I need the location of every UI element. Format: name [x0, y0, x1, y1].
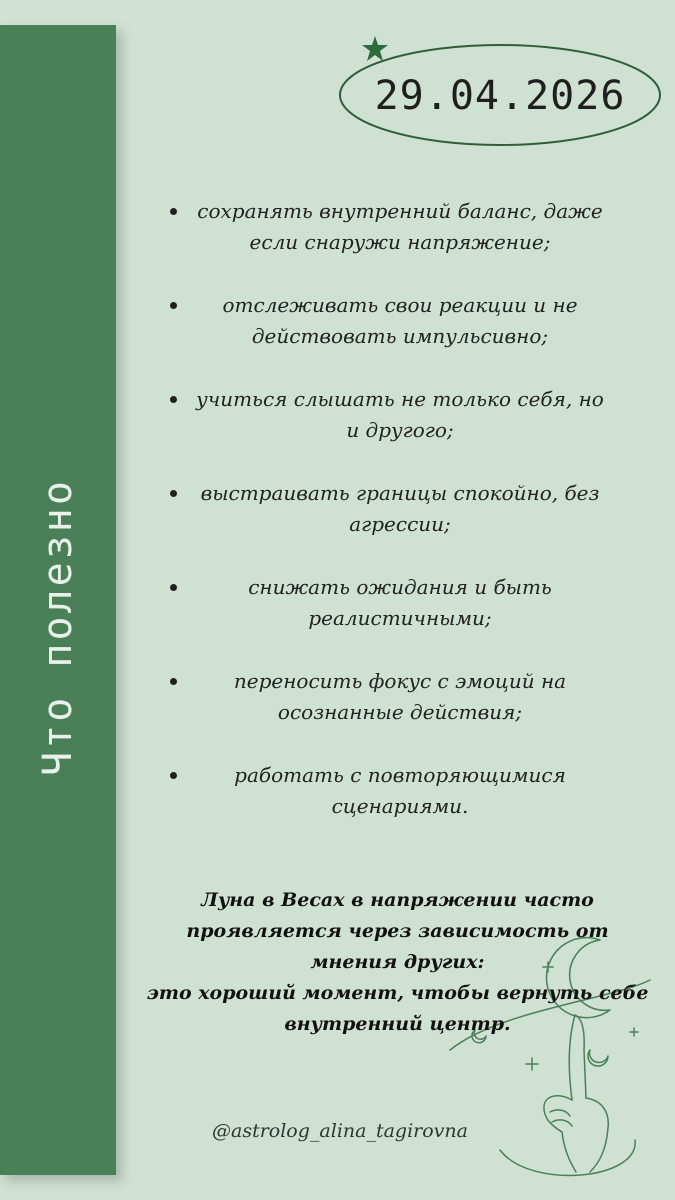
list-item-text: сохранять внутренний баланс, даже если снаружи напряжение;: [197, 199, 603, 254]
summary-line: это хороший момент, чтобы вернуть себе: [146, 982, 649, 1004]
bullet-icon: [170, 584, 177, 591]
list-item-text: выстраивать границы спокойно, без агрессии;: [200, 481, 600, 536]
bullet-icon: [170, 678, 177, 685]
summary-line: Луна в Весах в напряжении часто: [201, 889, 594, 911]
author-handle[interactable]: @astrolog_alina_tagirovna: [212, 1120, 468, 1142]
bullet-icon: [170, 772, 177, 779]
list-item-text: отслеживать свои реакции и не действовать импульсивно;: [222, 293, 578, 348]
list-item-text: переносить фокус с эмоций на осознанные действия;: [233, 669, 567, 724]
list-item: [160, 290, 630, 384]
bullet-icon: [170, 396, 177, 403]
list-item-text: работать с повторяющимися сценариями.: [234, 763, 566, 818]
bullet-icon: [170, 302, 177, 309]
list-item: [160, 572, 630, 666]
date-text: 29.04.2026: [374, 72, 626, 119]
summary-line: внутренний центр.: [284, 1013, 511, 1035]
summary-line: проявляется через зависимость от: [186, 920, 609, 942]
list-item: [160, 196, 630, 290]
bullet-icon: [170, 208, 177, 215]
summary-text: [140, 885, 655, 1040]
list-item-text: снижать ожидания и быть реалистичными;: [248, 575, 552, 630]
list-item: [160, 666, 630, 760]
sidebar-band: [0, 25, 116, 1175]
list-item: [160, 384, 630, 478]
list-item: [160, 760, 630, 854]
summary-line: мнения других:: [310, 951, 485, 973]
sidebar-title: Что полезно: [35, 478, 81, 776]
list-item-text: учиться слышать не только себя, но и другого;: [196, 387, 604, 442]
tips-list: [160, 196, 630, 854]
star-icon: [360, 34, 390, 64]
bullet-icon: [170, 490, 177, 497]
list-item: [160, 478, 630, 572]
